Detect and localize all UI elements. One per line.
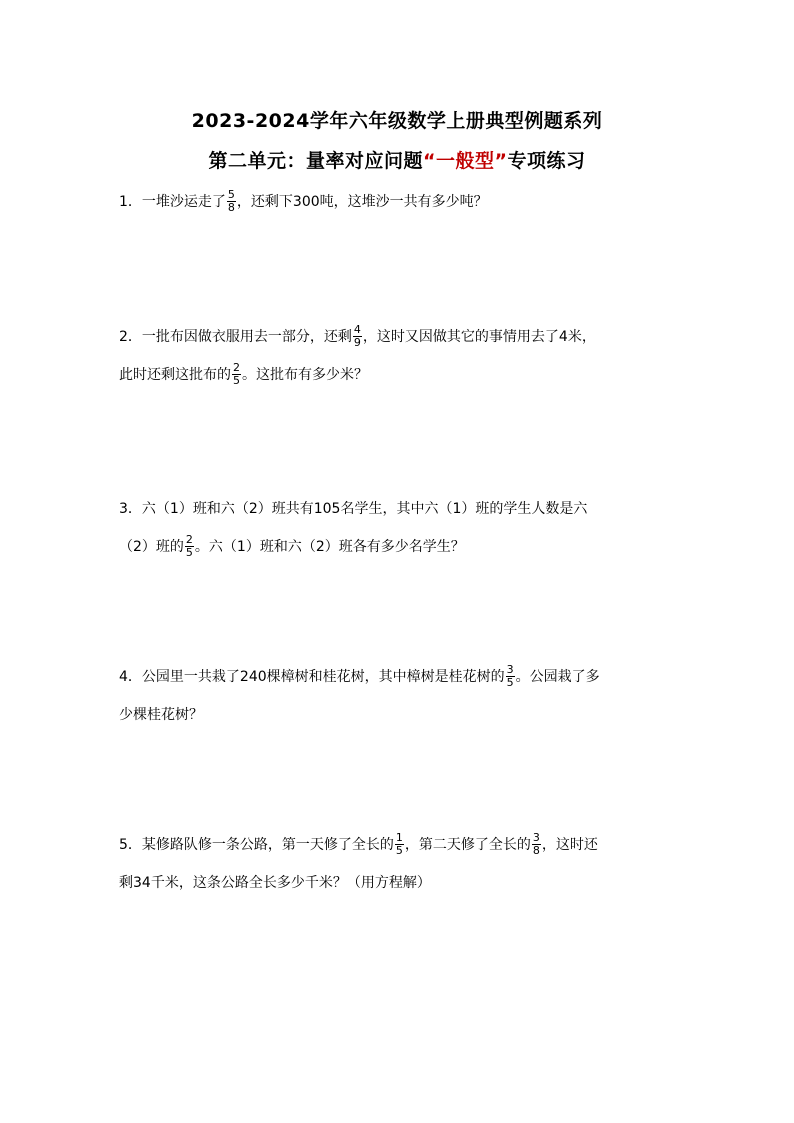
- question-4: [119, 658, 679, 734]
- question-text: 六（1）班和六（2）班共有105名学生，其中六（1）班的学生人数是六: [141, 501, 588, 517]
- numerator: 3: [532, 830, 540, 844]
- denominator: 5: [395, 843, 403, 857]
- fraction: [532, 832, 541, 857]
- denominator: 9: [353, 335, 361, 349]
- question-text: ，这时还: [541, 837, 598, 853]
- question-text: 公园里一共栽了240棵樟树和桂花树，其中樟树是桂花树的: [141, 669, 505, 685]
- fraction: [227, 189, 236, 214]
- page-title: 2023-2024学年六年级数学上册典型例题系列: [191, 110, 603, 132]
- numerator: 2: [233, 360, 240, 374]
- page-subtitle: [0, 146, 794, 173]
- fraction: [185, 534, 194, 559]
- numerator: 3: [506, 662, 514, 676]
- question-number: 1．: [119, 194, 142, 210]
- denominator: 8: [227, 200, 235, 214]
- subtitle-highlight: “一般型”: [423, 150, 508, 172]
- numerator: 4: [353, 322, 361, 336]
- question-text: 一堆沙运走了: [141, 194, 226, 210]
- question-number: 5．: [119, 837, 142, 853]
- denominator: 5: [233, 373, 240, 387]
- subtitle-suffix: 专项练习: [507, 150, 586, 172]
- question-text: ，还剩下300吨，这堆沙一共有多少吨？: [236, 194, 488, 210]
- question-text: 。公园栽了多: [515, 669, 600, 685]
- fraction: [353, 324, 362, 349]
- numerator: 1: [395, 830, 403, 844]
- question-2: [119, 318, 679, 394]
- question-3: [119, 490, 679, 566]
- fraction: [232, 362, 241, 387]
- question-text: 一批布因做衣服用去一部分，还剩: [141, 329, 352, 345]
- question-text: 。六（1）班和六（2）班各有多少名学生？: [194, 539, 465, 555]
- question-text: ，第二天修了全长的: [404, 837, 531, 853]
- question-text: ，这时又因做其它的事情用去了4米，: [362, 329, 596, 345]
- subtitle-prefix: 第二单元：量率对应问题: [208, 150, 423, 172]
- question-text: 。这批布有多少米？: [242, 367, 368, 383]
- numerator: 2: [185, 532, 193, 546]
- denominator: 5: [506, 675, 514, 689]
- question-text: 某修路队修一条公路，第一天修了全长的: [141, 837, 394, 853]
- question-text: 剩34千米，这条公路全长多少千米？（用方程解）: [119, 875, 431, 891]
- question-5: [119, 826, 679, 902]
- question-number: 3．: [119, 501, 142, 517]
- question-text: 此时还剩这批布的: [119, 367, 231, 383]
- numerator: 5: [227, 187, 235, 201]
- question-number: 4．: [119, 669, 142, 685]
- question-text: 少棵桂花树？: [119, 707, 203, 723]
- question-number: 2．: [119, 329, 142, 345]
- fraction: [506, 664, 515, 689]
- question-1: [119, 183, 679, 221]
- denominator: 8: [532, 843, 540, 857]
- fraction: [395, 832, 404, 857]
- denominator: 5: [185, 545, 193, 559]
- question-text: （2）班的: [119, 539, 184, 555]
